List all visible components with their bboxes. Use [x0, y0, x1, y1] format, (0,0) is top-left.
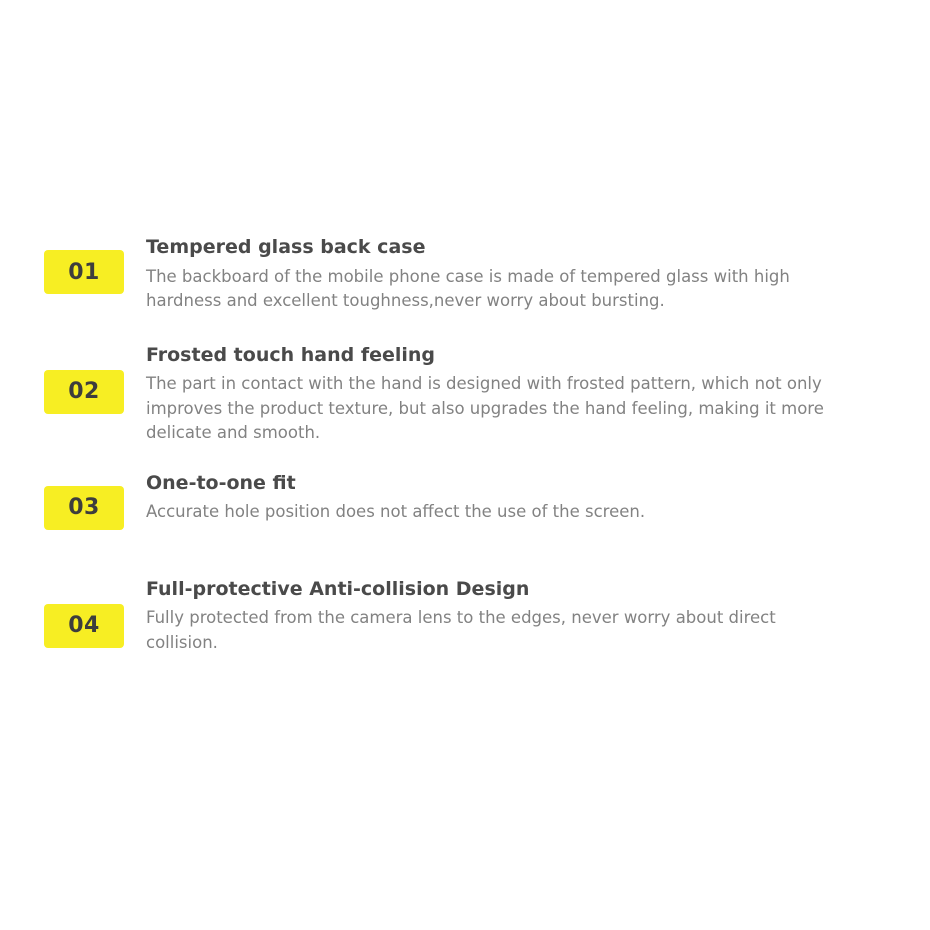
feature-number-badge: 02 — [44, 370, 124, 414]
feature-number-badge: 01 — [44, 250, 124, 294]
feature-badge-wrap — [44, 344, 124, 414]
feature-badge-wrap — [44, 472, 124, 530]
feature-title: Frosted touch hand feeling — [146, 343, 436, 366]
feature-badge-wrap — [44, 236, 124, 294]
feature-item — [44, 236, 894, 314]
feature-number-badge: 03 — [44, 486, 124, 530]
feature-text — [124, 344, 894, 446]
feature-item — [44, 344, 894, 446]
feature-item — [44, 472, 894, 530]
feature-description: The part in contact with the hand is designed with frosted pattern, which not only improves the product texture, but also upgrades the hand feeling, making it more delicate and smooth. — [146, 374, 824, 443]
feature-title: Tempered glass back case — [146, 236, 426, 258]
feature-badge-wrap — [44, 578, 124, 648]
feature-title: One-to-one fit — [146, 471, 296, 494]
feature-text — [124, 472, 894, 525]
feature-description: Accurate hole position does not affect the use of the screen. — [146, 502, 646, 522]
feature-list — [44, 236, 894, 655]
feature-description: The backboard of the mobile phone case is made of tempered glass with high hardness and excellent toughness,never worry about bursting. — [146, 266, 790, 311]
feature-item — [44, 578, 894, 656]
feature-number-badge: 04 — [44, 604, 124, 648]
feature-text — [124, 578, 894, 656]
feature-description: Fully protected from the camera lens to the edges, never worry about direct collision. — [146, 608, 776, 652]
feature-title: Full-protective Anti-collision Design — [146, 577, 530, 600]
feature-text — [124, 236, 894, 314]
